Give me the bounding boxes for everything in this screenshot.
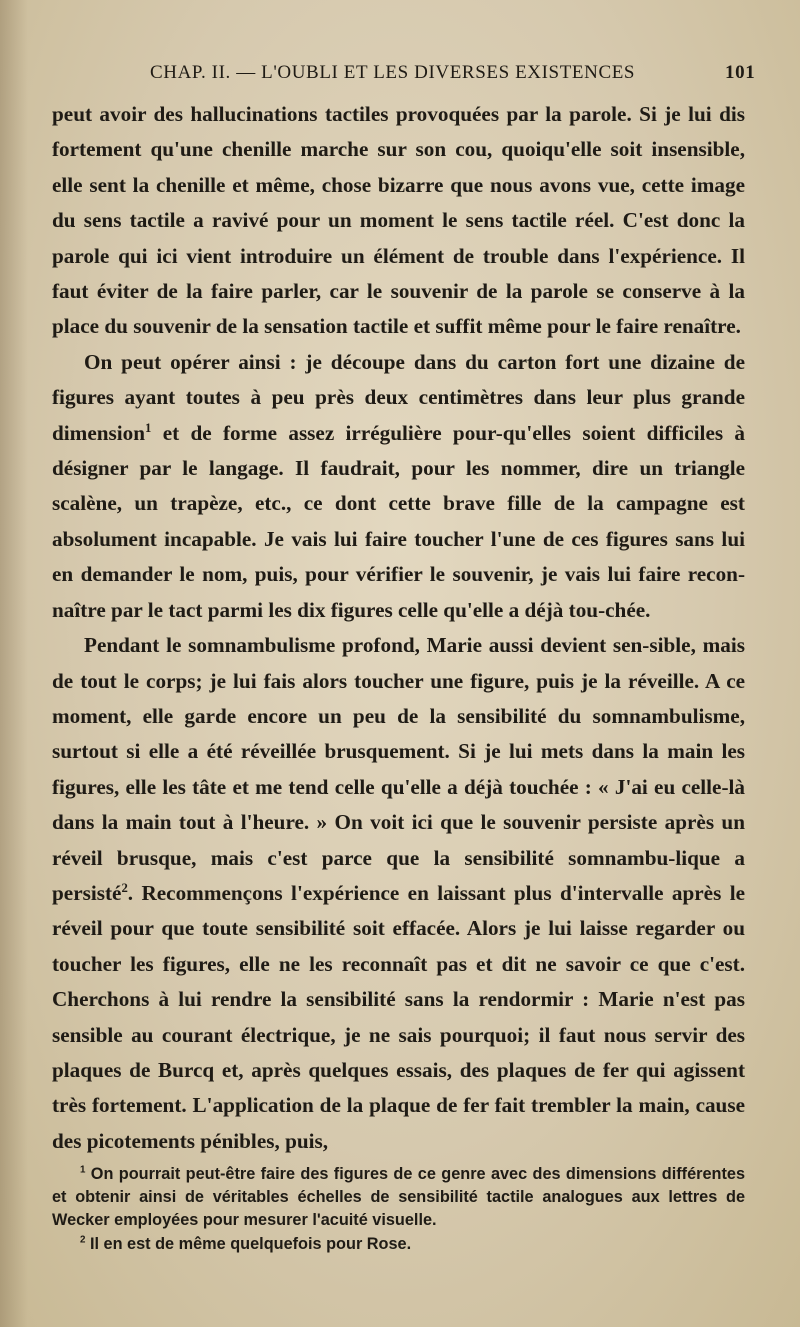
footnotes [52, 1163, 745, 1256]
running-head: CHAP. II. — L'OUBLI ET LES DIVERSES EXISTENCES [150, 62, 636, 83]
footnote-1-mark: 1 [80, 1164, 86, 1176]
binding-shadow [0, 0, 28, 1327]
footnote-1-text: On pourrait peut-être faire des figures de ce genre avec des dimensions différentes et obtenir ainsi de véritables échelles de sensibilité tactile analogues aux lettres de Wecker employées pour mesurer l'acuité visuelle. [52, 1165, 745, 1230]
paragraph-2-text-a: On peut opérer ainsi : je découpe dans du carton fort une dizaine de figures ayant toutes à peu près deux centimètres dans leur plus grande dimension [52, 349, 745, 445]
page-header [0, 62, 800, 92]
paragraph-1 [52, 97, 745, 345]
footnote-1 [52, 1163, 745, 1233]
paragraph-2-text-b: et de forme assez irrégulière pour-qu'elles soient difficiles à désigner par le langage. Il faudrait, pour les nommer, dire un triangle scalène, un trapèze, etc., ce dont cette brave fille de la campagne est absolument incapable. Je vais lui faire toucher l'une de ces figures sans lui en demander le nom, puis, pour vérifier le souvenir, je vais lui faire recon-naître par le tact parmi les dix figures celle qu'elle a déjà tou-chée. [52, 420, 745, 622]
paragraph-2 [52, 345, 745, 628]
footnote-2 [52, 1233, 745, 1256]
paragraph-3-text-a: Pendant le somnambulisme profond, Marie aussi devient sen-sible, mais de tout le corps; je lui fais alors toucher une figure, puis je la réveille. A ce moment, elle garde encore un peu de la sensibilité du somnambulisme, surtout si elle a été réveillée brusquement. Si je lui mets dans la main les figures, elle les tâte et me tend celle qu'elle a déjà touchée : « J'ai eu celle-là dans la main tout à l'heure. » On voit ici que le souvenir persiste après un réveil brusque, mais c'est parce que la sensibilité somnambu-lique a persisté [52, 633, 745, 905]
footnote-ref-2: 2 [121, 880, 128, 895]
paragraph-3-text-b: . Recommençons l'expérience en laissant plus d'intervalle après le réveil pour que toute sensibilité soit effacée. Alors je lui laisse regarder ou toucher les figures, elle ne les reconnaît pas et dit ne savoir ce que c'est. Cherchons à lui rendre la sensibilité sans la rendormir : Marie n'est pas sensible au courant électrique, je ne sais pourquoi; il faut nous servir des plaques de Burcq et, après quelques essais, des plaques de fer qui agissent très fortement. L'application de la plaque de fer fait trembler la main, cause des picotements pénibles, puis, [52, 880, 745, 1153]
body-text [52, 97, 745, 1159]
footnote-2-mark: 2 [80, 1234, 86, 1246]
paragraph-1-text: peut avoir des hallucinations tactiles provoquées par la parole. Si je lui dis fortement qu'une chenille marche sur son cou, quoiqu'elle soit insensible, elle sent la chenille et même, chose bizarre que nous avons vue, cette image du sens tactile a ravivé pour un moment le sens tactile réel. C'est donc la parole qui ici vient introduire un élément de trouble dans l'expérience. Il faut éviter de la faire parler, car le souvenir de la parole se conserve à la place du souvenir de la sensation tactile et suffit même pour le faire renaître. [52, 102, 745, 339]
page-number: 101 [725, 62, 756, 83]
footnote-2-text: Il en est de même quelquefois pour Rose. [85, 1234, 412, 1253]
footnote-ref-1: 1 [145, 420, 152, 435]
paragraph-3 [52, 628, 745, 1159]
